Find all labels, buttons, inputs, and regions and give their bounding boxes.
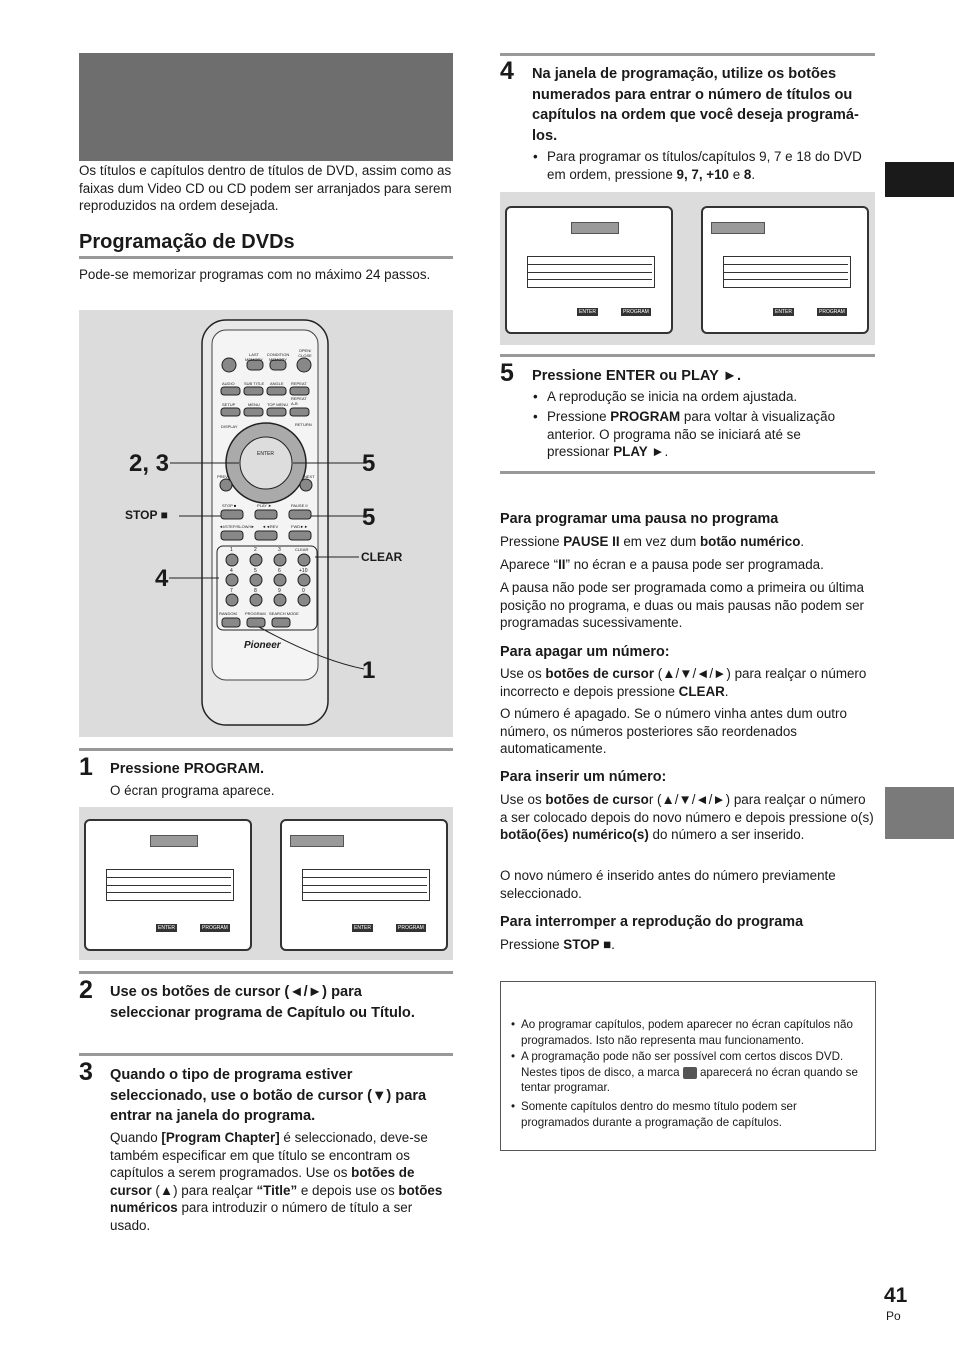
callout-5-top: 5	[362, 450, 376, 477]
screen-row	[724, 264, 848, 265]
step4-title: Na janela de programação, utilize os botões numerados para entrar o número de títulos ou capítulos na ordem que você deseja programá-los.	[532, 66, 859, 144]
erase-line-1: Use os botões de cursor (▲/▼/◄/►) para realçar o número incorrecto e depois pressione CLEAR.	[500, 666, 867, 699]
step1-rule	[79, 748, 453, 751]
intro-paragraph: Os títulos e capítulos dentro de títulos de DVD, assim como as faixas dum Video CD ou CD podem ser arranjados para serem reproduzidos na ordem desejada.	[79, 163, 452, 213]
key-search-mode: SEARCH MODE	[269, 611, 299, 616]
insert-line-2: O novo número é inserido antes do número previamente seleccionado.	[500, 868, 836, 901]
key-step-slow: ◄I/STEP/SLOW/I►	[219, 524, 255, 529]
screen-row	[303, 885, 427, 886]
key-enter: ENTER	[257, 451, 274, 457]
header-gray-banner	[79, 53, 453, 161]
key-random: RANDOM	[219, 611, 237, 616]
key-digit-6: 6	[278, 568, 281, 574]
key-digit-8: 8	[254, 588, 257, 594]
screen-enter-label: ENTER	[579, 309, 596, 315]
key-digit-1: 1	[230, 547, 233, 553]
step4-screens-panel	[500, 192, 875, 345]
prohibited-hand-icon	[683, 1067, 697, 1079]
step5-title: Pressione ENTER ou PLAY ►.	[532, 368, 742, 384]
screen-enter-label: ENTER	[354, 925, 371, 931]
side-tab-gray	[885, 787, 954, 839]
key-last-memory: LAST MEMORY	[245, 352, 263, 362]
screen-row	[303, 877, 427, 878]
key-repeat: REPEAT	[291, 381, 307, 386]
screen-program-label: PROGRAM	[819, 309, 845, 315]
insert-heading: Para inserir um número:	[500, 769, 667, 785]
step1-number: 1	[79, 753, 93, 781]
screen-row	[107, 877, 231, 878]
remote-illustration-panel	[79, 310, 453, 737]
screen-row	[724, 272, 848, 273]
key-digit-3: 3	[278, 547, 281, 553]
step1-title: Pressione PROGRAM.	[110, 761, 265, 777]
step5-bullet-2: • Pressione PROGRAM para voltar à visualização anterior. O programa não se iniciará até se pressionar PLAY ►.	[547, 408, 865, 461]
key-digit-7: 7	[230, 588, 233, 594]
key-display: DISPLAY	[221, 424, 238, 429]
screen-tab	[711, 222, 765, 234]
screen-tab	[290, 835, 344, 847]
step5-number: 5	[500, 359, 514, 387]
key-digit-5: 5	[254, 568, 257, 574]
pioneer-logo: Pioneer	[244, 640, 281, 651]
page-number: 41	[884, 1284, 908, 1307]
key-return: RETURN	[295, 422, 312, 427]
callout-5-bottom: 5	[362, 504, 376, 531]
screen-row	[528, 264, 652, 265]
step3-text: Quando [Program Chapter] é seleccionado, deve-se também especificar em que título se encontram os capítulos a serem programados. Use os botões de cursor (▲) para realçar “Title” e depois use os botões numéricos para introduzir o número de título a ser usado.	[110, 1130, 443, 1233]
key-open-close: OPEN/ CLOSE	[298, 348, 312, 358]
notes-box	[500, 981, 876, 1151]
key-prev: PREV	[217, 474, 228, 479]
key-menu: MENU	[248, 402, 260, 407]
key-fwd: FWD►►	[291, 524, 309, 529]
step1-screen-left	[84, 819, 252, 951]
section-title: Programação de DVDs	[79, 231, 295, 253]
note-3: • Somente capítulos dentro do mesmo título podem ser programados durante a programação de capítulos.	[521, 1099, 865, 1130]
side-tab-black	[885, 162, 954, 197]
step2-number: 2	[79, 976, 93, 1004]
screen-program-label: PROGRAM	[202, 925, 228, 931]
page-language: Po	[886, 1309, 901, 1323]
stop-heading: Para interromper a reprodução do programa	[500, 914, 804, 930]
screen-tab	[150, 835, 198, 847]
key-angle: ANGLE	[270, 381, 284, 386]
step5-bullet-1: • A reprodução se inicia na ordem ajustada.	[547, 388, 865, 406]
step1-screen-right	[280, 819, 448, 951]
pause-heading: Para programar uma pausa no programa	[500, 511, 779, 527]
key-program: PROGRAM	[245, 611, 266, 616]
screen-enter-label: ENTER	[775, 309, 792, 315]
callout-clear: CLEAR	[361, 550, 403, 564]
erase-heading: Para apagar um número:	[500, 644, 670, 660]
screen-row	[303, 892, 427, 893]
key-digit-4: 4	[230, 568, 233, 574]
key-play: PLAY ►	[257, 503, 272, 508]
key-digit-2: 2	[254, 547, 257, 553]
note-2: • A programação pode não ser possível com certos discos DVD. Nestes tipos de disco, a marca aparecerá no écran quando se tentar programar.	[521, 1049, 865, 1096]
step2-rule	[79, 971, 453, 974]
screen-tab	[571, 222, 619, 234]
step3-number: 3	[79, 1058, 93, 1086]
stop-line: Pressione STOP ■.	[500, 937, 615, 952]
key-pause: PAUSE II	[291, 503, 308, 508]
screen-row	[107, 892, 231, 893]
key-repeat-ab: REPEAT A-B	[291, 396, 307, 406]
key-rev: ◄◄REV	[262, 524, 279, 529]
step3-title: Quando o tipo de programa estiver seleccionado, use o botão de cursor (▼) para entrar na janela do programa.	[110, 1067, 427, 1124]
screen-row	[107, 885, 231, 886]
screen-row	[528, 272, 652, 273]
key-audio: AUDIO	[222, 381, 235, 386]
step4-number: 4	[500, 57, 514, 85]
screen-row	[724, 279, 848, 280]
screen-program-label: PROGRAM	[398, 925, 424, 931]
callout-1: 1	[362, 657, 376, 684]
key-top-menu: TOP MENU	[267, 402, 288, 407]
key-digit-0: 0	[302, 588, 305, 594]
erase-line-2: O número é apagado. Se o número vinha antes dum outro número, os números posteriores são reordenados automaticamente.	[500, 706, 847, 756]
pause-line-2: Aparece “II” no écran e a pausa pode ser programada.	[500, 557, 824, 572]
step2-title: Use os botões de cursor (◄/►) para seleccionar programa de Capítulo ou Título.	[110, 984, 415, 1021]
section-intro: Pode-se memorizar programas com no máximo 24 passos.	[79, 267, 431, 282]
note-1: • Ao programar capítulos, podem aparecer no écran capítulos não programados. Isto não representa mau funcionamento.	[521, 1017, 865, 1048]
pause-line-3: A pausa não pode ser programada como a primeira ou última posição no programa, e duas ou mais pausas não podem ser programadas sucessivamente.	[500, 580, 864, 630]
step4-screen-left	[505, 206, 673, 334]
pause-line-1: Pressione PAUSE II em vez dum botão numérico.	[500, 534, 805, 549]
key-condition-memory: CONDITION MEMORY	[266, 352, 290, 362]
key-setup: SETUP	[222, 402, 236, 407]
callout-stop: STOP ■	[125, 508, 168, 522]
key-stop: STOP ■	[222, 503, 237, 508]
key-subtitle: SUB TITLE	[244, 381, 265, 386]
step4-rule	[500, 53, 875, 56]
step5-bottom-rule	[500, 471, 875, 474]
insert-line-1: Use os botões de cursor (▲/▼/◄/►) para realçar o número a ser colocado depois do novo número e depois pressione o(s) botão(ões) numérico(s) do número a ser inserido.	[500, 792, 874, 842]
step5-rule	[500, 354, 875, 357]
screen-program-label: PROGRAM	[623, 309, 649, 315]
screen-enter-label: ENTER	[158, 925, 175, 931]
step1-screens-panel	[79, 807, 453, 960]
screen-row	[528, 279, 652, 280]
step1-text: O écran programa aparece.	[110, 783, 275, 798]
callout-2-3: 2, 3	[129, 450, 170, 477]
key-plus10: +10	[299, 568, 308, 574]
step4-screen-right	[701, 206, 869, 334]
step3-rule	[79, 1053, 453, 1056]
key-clear: CLEAR	[295, 547, 309, 552]
section-underline	[79, 256, 453, 259]
key-next: NEXT	[304, 474, 315, 479]
key-digit-9: 9	[278, 588, 281, 594]
step4-bullet: • Para programar os títulos/capítulos 9, 7 e 18 do DVD em ordem, pressione 9, 7, +10 e 8.	[547, 148, 865, 183]
callout-4: 4	[155, 565, 169, 592]
